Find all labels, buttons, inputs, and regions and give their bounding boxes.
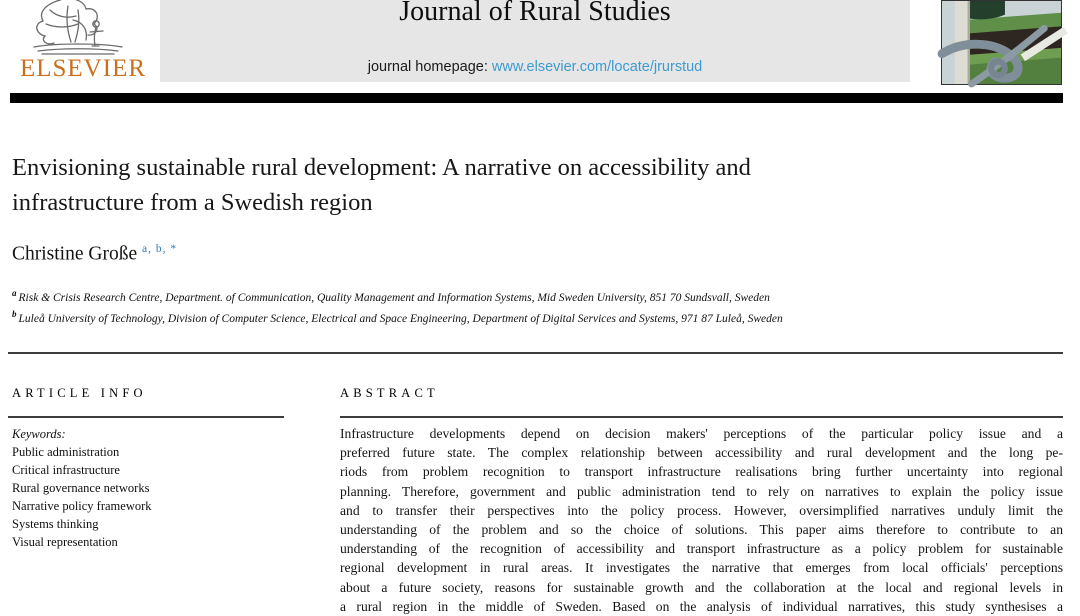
abstract-line: and to transfer their perspectives into the policy process. However, oversimplified narratives unduly limit the bbox=[340, 502, 1063, 518]
keyword-item: Public administration bbox=[12, 445, 120, 459]
journal-masthead bbox=[160, 0, 910, 82]
keyword-item: Visual representation bbox=[12, 535, 118, 549]
abstract-line: a rural region in the middle of Sweden. Based on the analysis of individual narratives, this study synthesises a bbox=[340, 598, 1063, 614]
journal-homepage-line bbox=[160, 59, 910, 75]
author-affiliation-superscript: a, b, * bbox=[141, 243, 178, 255]
abstract-line: preferred future state. The complex relationship between accessibility and rural development and the long pe- bbox=[340, 445, 1063, 461]
journal-title: Journal of Rural Studies bbox=[399, 0, 671, 27]
elsevier-wordmark: ELSEVIER bbox=[19, 55, 147, 82]
top-rule bbox=[8, 352, 1063, 354]
keywords-label: Keywords: bbox=[12, 427, 66, 441]
author-name: Christine Große bbox=[12, 243, 138, 265]
journal-homepage-link[interactable]: www.elsevier.com/locate/jrurstud bbox=[491, 59, 703, 75]
abstract-line: understanding of the recognition of accessibility and transport infrastructure as a policy problem for sustainable bbox=[340, 541, 1063, 557]
abstract-line: about a future society, reasons for sustainable growth and the collaboration at the local and regional levels in bbox=[340, 579, 1063, 595]
abstract-line: understanding of the problem and so the choice of solutions. This paper aims therefore to contribute to an bbox=[340, 521, 1063, 537]
keyword-item: Rural governance networks bbox=[12, 481, 150, 495]
elsevier-logo bbox=[8, 0, 158, 88]
article-info-heading: ARTICLE INFO bbox=[12, 386, 147, 400]
abstract-rule bbox=[340, 416, 1063, 418]
abstract-line: regional development in rural areas. It investigates the narrative that emerges from local officials' perceptions bbox=[340, 560, 1063, 576]
abstract-line: Infrastructure developments depend on decision makers' perceptions of the particular policy issue and a bbox=[340, 426, 1063, 441]
keyword-item: Systems thinking bbox=[12, 517, 99, 531]
elsevier-tree-icon bbox=[26, 0, 130, 56]
affiliations bbox=[12, 285, 783, 327]
affiliation-b-marker: b bbox=[12, 308, 17, 319]
journal-cover-image bbox=[941, 0, 1062, 85]
abstract-line: riods from problem recognition to transport infrastructure realisations bring further uncertainty into regional bbox=[340, 464, 1063, 480]
homepage-label: journal homepage: bbox=[367, 59, 488, 75]
cover-landscape-illustration bbox=[942, 1, 1061, 84]
affiliation-a-text: Risk & Crisis Research Centre, Department. of Communication, Quality Management and Information Systems, Mid Sweden University, 851 70 Sundsvall, Sweden bbox=[18, 291, 770, 304]
article-title bbox=[12, 150, 1022, 220]
abstract-line: planning. Therefore, government and public administration tend to rely on narratives to explain the policy issue bbox=[340, 483, 1063, 499]
author-line bbox=[12, 243, 177, 266]
article-info-rule bbox=[8, 416, 284, 418]
affiliation-b-text: Luleå University of Technology, Division of Computer Science, Electrical and Space Engineering, Department of Digital Services and Systems, 971 87 Luleå, Sweden bbox=[18, 312, 783, 325]
affiliation-a-marker: a bbox=[12, 288, 17, 298]
article-title-line-2: infrastructure from a Swedish region bbox=[12, 189, 373, 216]
keyword-item: Narrative policy framework bbox=[12, 499, 152, 513]
divider-bar bbox=[10, 93, 1063, 103]
abstract-heading: ABSTRACT bbox=[340, 386, 439, 400]
keywords-block bbox=[12, 425, 292, 551]
affiliation-b bbox=[12, 306, 783, 327]
keyword-item: Critical infrastructure bbox=[12, 463, 120, 477]
article-title-line-1: Envisioning sustainable rural development: A narrative on accessibility and bbox=[12, 154, 751, 181]
affiliation-a bbox=[12, 285, 783, 306]
abstract-text bbox=[340, 424, 1063, 616]
